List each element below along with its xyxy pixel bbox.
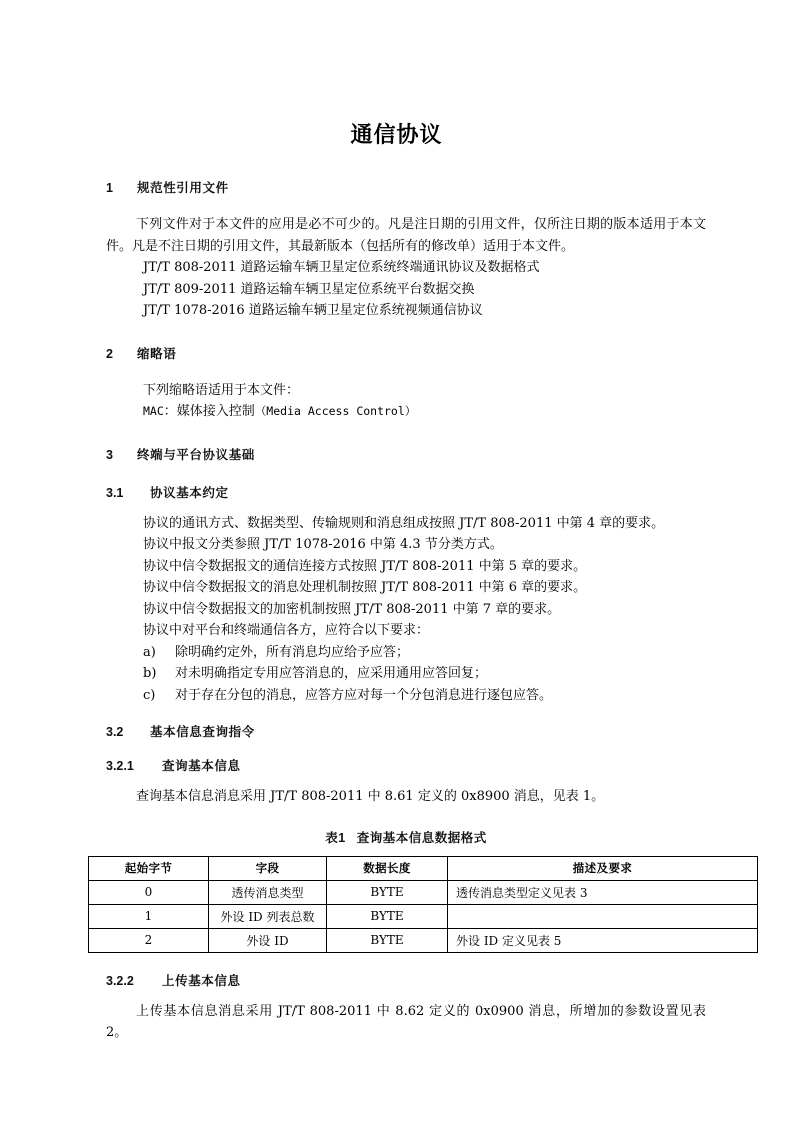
- heading-text: 规范性引用文件: [137, 181, 229, 195]
- heading-section-3: [106, 445, 706, 463]
- list-item-text: 除明确约定外，所有消息均应给予应答；: [175, 644, 410, 660]
- table-header-row: [89, 856, 758, 880]
- list-marker: b): [143, 666, 157, 681]
- protocol-requirements-list: [106, 642, 706, 707]
- paragraph-upload-basic-info: 上传基本信息消息采用 JT/T 808-2011 中 8.62 定义的 0x0900 消息，所增加的参数设置见表 2。: [106, 1003, 706, 1040]
- table-cell-length: BYTE: [327, 880, 448, 904]
- list-item: [106, 642, 706, 664]
- abbreviation-term: MAC: [143, 404, 164, 418]
- page-title: 通信协议: [350, 122, 443, 147]
- table-header-cell: 字段: [209, 856, 327, 880]
- table-cell-start-byte: 2: [89, 928, 209, 952]
- heading-number: 1: [106, 181, 113, 195]
- table-row: [89, 904, 758, 928]
- document-body: [106, 178, 706, 1044]
- table-cell-description: [448, 904, 758, 928]
- reference-item: JT/T 1078-2016 道路运输车辆卫星定位系统视频通信协议: [143, 303, 483, 318]
- table-caption-title: 查询基本信息数据格式: [356, 830, 487, 845]
- paragraph-normative-references: 下列文件对于本文件的应用是必不可少的。凡是注日期的引用文件，仅所注日期的版本适用于本文件。凡是不注日期的引用文件，其最新版本（包括所有的修改单）适用于本文件。: [106, 217, 706, 254]
- abbreviation-english: （Media Access Control）: [254, 404, 417, 418]
- protocol-rule-line: 协议中信令数据报文的消息处理机制按照 JT/T 808-2011 中第 6 章的要求。: [143, 580, 587, 595]
- table-cell-field: 外设 ID 列表总数: [209, 904, 327, 928]
- heading-number: 3.2.1: [106, 759, 134, 773]
- heading-number: 3.2: [106, 725, 124, 739]
- protocol-rule-line: 协议中信令数据报文的加密机制按照 JT/T 808-2011 中第 7 章的要求。: [143, 601, 561, 617]
- heading-number: 3.1: [106, 485, 124, 500]
- table-cell-field: 透传消息类型: [209, 880, 327, 904]
- heading-text: 终端与平台协议基础: [137, 447, 255, 462]
- list-item: [106, 663, 706, 685]
- table-cell-start-byte: 1: [89, 904, 209, 928]
- protocol-rule-line: 协议的通讯方式、数据类型、传输规则和消息组成按照 JT/T 808-2011 中第 4 章的要求。: [143, 515, 665, 531]
- heading-section-3-2: [106, 722, 706, 740]
- protocol-rule-line: 协议中对平台和终端通信各方，应符合以下要求：: [143, 623, 430, 638]
- heading-text: 上传基本信息: [162, 973, 241, 988]
- heading-section-2: [106, 344, 706, 362]
- table-header-cell: 描述及要求: [448, 856, 758, 880]
- table-row: [89, 928, 758, 952]
- list-item-text: 对未明确指定专用应答消息的，应采用通用应答回复；: [175, 666, 488, 681]
- heading-number: 3: [106, 447, 113, 462]
- paragraph-query-basic-info: 查询基本信息消息采用 JT/T 808-2011 中 8.61 定义的 0x8900 消息，见表 1。: [136, 789, 605, 804]
- table-cell-description: 透传消息类型定义见表 3: [448, 880, 758, 904]
- table-header-cell: 数据长度: [327, 856, 448, 880]
- protocol-rule-line: 协议中信令数据报文的通信连接方式按照 JT/T 808-2011 中第 5 章的要求。: [143, 558, 587, 574]
- heading-section-3-2-2: [106, 971, 706, 989]
- list-item-text: 对于存在分包的消息，应答方应对每一个分包消息进行逐包应答。: [175, 687, 553, 703]
- table-query-basic-info-format: [88, 856, 758, 953]
- table-row: [89, 880, 758, 904]
- heading-section-3-1: [106, 483, 706, 501]
- table-cell-field: 外设 ID: [209, 928, 327, 952]
- heading-number: 2: [106, 346, 113, 361]
- heading-number: 3.2.2: [106, 973, 134, 988]
- table-cell-length: BYTE: [327, 904, 448, 928]
- abbreviation-separator: ：: [163, 404, 177, 419]
- table-header-cell: 起始字节: [89, 856, 209, 880]
- reference-item: JT/T 808-2011 道路运输车辆卫星定位系统终端通讯协议及数据格式: [143, 260, 540, 275]
- abbreviations-intro: 下列缩略语适用于本文件：: [143, 382, 300, 398]
- list-item: [106, 685, 706, 707]
- table-cell-length: BYTE: [327, 928, 448, 952]
- abbreviation-mac: [106, 401, 706, 423]
- table-caption-number: 表1: [325, 830, 346, 845]
- list-marker: a): [143, 644, 156, 660]
- heading-section-1: [106, 178, 706, 196]
- reference-item: JT/T 809-2011 道路运输车辆卫星定位系统平台数据交换: [143, 281, 475, 297]
- heading-text: 基本信息查询指令: [150, 725, 255, 739]
- heading-text: 缩略语: [137, 346, 177, 361]
- table-cell-description: 外设 ID 定义见表 5: [448, 928, 758, 952]
- heading-section-3-2-1: [106, 756, 706, 774]
- abbreviation-chinese: 媒体接入控制: [176, 404, 255, 419]
- protocol-rule-line: 协议中报文分类参照 JT/T 1078-2016 中第 4.3 节分类方式。: [143, 537, 503, 552]
- heading-text: 协议基本约定: [150, 485, 229, 500]
- heading-text: 查询基本信息: [162, 759, 241, 773]
- table-caption: [106, 828, 706, 846]
- list-marker: c): [143, 687, 156, 703]
- table-cell-start-byte: 0: [89, 880, 209, 904]
